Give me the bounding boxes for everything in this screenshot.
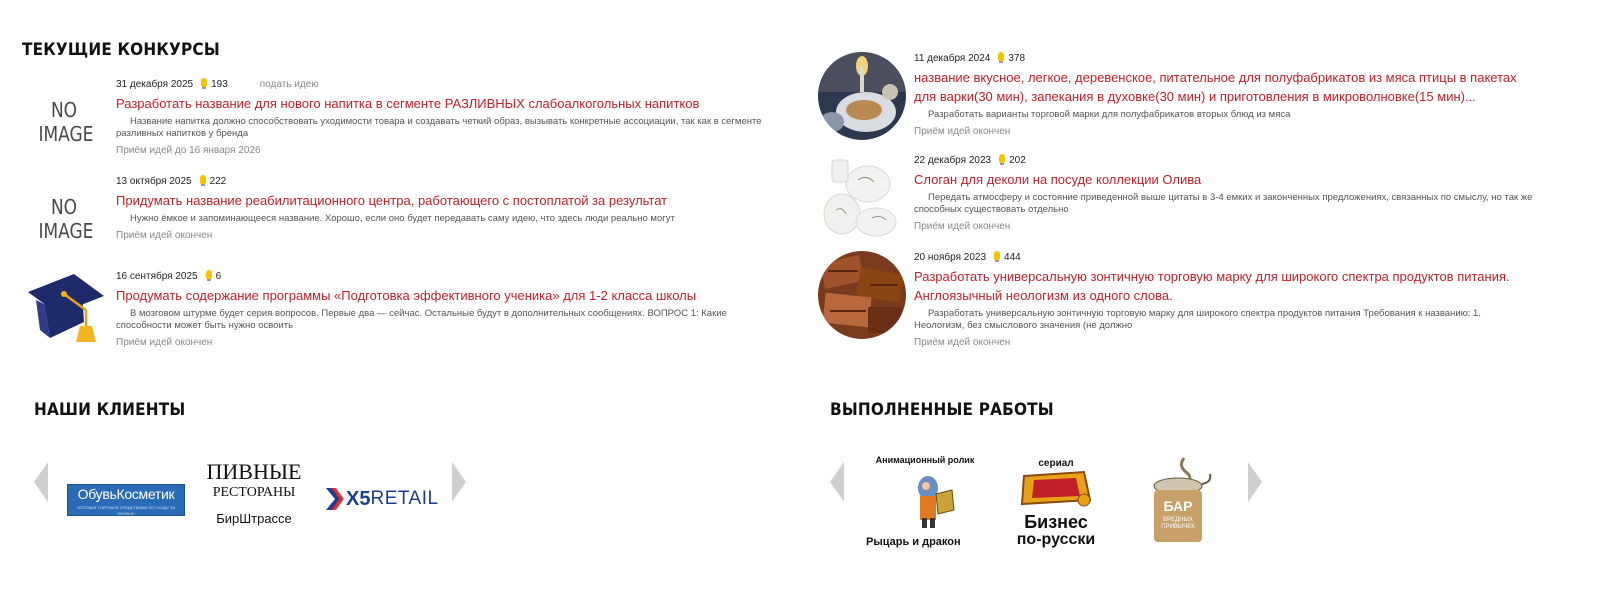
x5-chevron-icon xyxy=(326,488,344,510)
pivnye-line1: ПИВНЫЕ xyxy=(206,459,302,484)
completed-works-title: ВЫПОЛНЕННЫЕ РАБОТЫ xyxy=(830,400,1054,420)
add-idea-link[interactable]: подать идею xyxy=(259,79,319,90)
contest-description: Передать атмосферу и состояние приведенной выше цитаты в 3-4 емких и законченных предложениях, связанных по смыслу, но так же способных существовать отдельно xyxy=(914,192,1533,215)
contest-description: Название напитка должно способствовать уходимости товара и создавать четкий образ, вызывать конкретные ассоциации, так как в сегменте разливных напитков у бренда xyxy=(116,116,762,139)
biznes-line1: сериал xyxy=(1038,458,1074,469)
chocolate-photo-image xyxy=(818,251,906,339)
bar-line2: ВРЕДНЫХ ПРИВЫЧЕК xyxy=(1161,517,1195,530)
contest-title-link[interactable]: Слоган для деколи на посуде коллекции Олива xyxy=(914,172,1202,187)
contest-description: Разработать варианты торговой марки для полуфабрикатов вторых блюд из мяса xyxy=(928,109,1291,120)
food-photo-image xyxy=(818,52,906,140)
contest-title-link[interactable]: название вкусное, легкое, деревенское, питательное для полуфабрикатов из мяса птицы в пакетах для варки(30 мин), запекания в духовке(30 мин) и приготовления в микроволновке(15 мин)... xyxy=(914,70,1517,104)
no-image-thumbnail[interactable] xyxy=(20,78,108,166)
contest-title-link[interactable]: Придумать название реабилитационного центра, работающего с постоплатой за результат xyxy=(116,193,668,208)
lightbulb-icon xyxy=(206,270,212,279)
contest-date: 13 октября 2025 xyxy=(116,176,192,187)
x5-mark: X5 xyxy=(346,487,371,510)
contest-title-link[interactable]: Разработать универсальную зонтичную торговую марку для широкого спектра продуктов питания. Англоязычный неологизм из одного слова. xyxy=(914,269,1510,303)
contest-description: Разработать универсальную зонтичную торговую марку для широкого спектра продуктов питания Требования к названию: 1. Неологизм, без смыслового значения (не должно xyxy=(914,308,1481,331)
bar-vrednyh-privychek-work[interactable] xyxy=(1144,456,1216,546)
obuv-kosmetik-name: ОбувьКосметик xyxy=(77,486,175,502)
knight-cartoon-icon xyxy=(866,466,984,530)
contest-description: В мозговом штурме будет серия вопросов. Первые два — сейчас. Остальные будут в дополнительных сообщениях. ВОПРОС 1: Какие способности может быть нужно освоить xyxy=(116,308,727,331)
contest-status: Приём идей окончен xyxy=(914,221,1011,232)
tableware-photo-image xyxy=(818,154,906,242)
ideas-count: 6 xyxy=(215,271,222,282)
clients-prev-arrow[interactable] xyxy=(34,462,48,502)
contest-meta xyxy=(116,270,766,284)
ideas-count: 202 xyxy=(1009,155,1026,166)
clients-next-arrow[interactable] xyxy=(452,462,466,502)
contest-date: 31 декабря 2025 xyxy=(116,79,194,90)
works-prev-arrow[interactable] xyxy=(830,462,844,502)
graduation-cap-icon xyxy=(20,270,108,358)
chocolate-photo-thumbnail[interactable] xyxy=(818,251,906,339)
current-contests-title: ТЕКУЩИЕ КОНКУРСЫ xyxy=(22,40,220,60)
biznes-line2: Бизнес xyxy=(1024,512,1088,532)
biznes-line3: по-русски xyxy=(1016,531,1096,548)
x5-retail-text: RETAIL xyxy=(370,488,439,509)
obuv-kosmetik-tagline: ОПТОВАЯ ТОРГОВЛЯ СРЕДСТВАМИ ПО УХОДУ ЗА ОБУВЬЮ xyxy=(76,505,176,516)
knight-and-dragon-work[interactable] xyxy=(866,454,984,546)
contest-status: Приём идей до 16 января 2026 xyxy=(116,145,261,156)
ideas-count: 378 xyxy=(1008,53,1026,64)
knight-line2: Рыцарь и дракон xyxy=(866,536,961,548)
contest-status: Приём идей окончен xyxy=(116,337,213,348)
pivnye-line3: БирШтрассе xyxy=(216,511,292,526)
bar-box xyxy=(1154,490,1202,542)
bar-line1: БАР xyxy=(1163,498,1193,514)
contest-meta xyxy=(914,154,1534,168)
contest-date: 11 декабря 2024 xyxy=(914,53,991,64)
contest-date: 16 сентября 2025 xyxy=(116,271,198,282)
x5-retail-logo[interactable] xyxy=(326,486,444,512)
contest-description: Нужно ёмкое и запоминающееся название. Хорошо, если оно будет передавать саму идею, что здесь люди реально могут xyxy=(130,213,675,224)
ideas-count: 193 xyxy=(211,79,228,90)
contest-status: Приём идей окончен xyxy=(914,337,1011,348)
contest-meta xyxy=(116,175,766,189)
graduation-cap-thumbnail[interactable] xyxy=(20,270,108,358)
contest-date: 22 декабря 2023 xyxy=(914,155,992,166)
pivnye-restorany-logo[interactable] xyxy=(200,460,308,536)
lightbulb-icon xyxy=(998,52,1004,61)
contest-meta xyxy=(914,251,1534,265)
lightbulb-icon xyxy=(999,154,1005,163)
ideas-count: 444 xyxy=(1004,252,1021,263)
lightbulb-icon xyxy=(201,78,207,87)
lightbulb-icon xyxy=(994,251,1000,260)
contest-status: Приём идей окончен xyxy=(116,230,213,241)
no-image-placeholder: NO IMAGE xyxy=(27,78,102,166)
contest-meta xyxy=(116,78,766,92)
works-next-arrow[interactable] xyxy=(1248,462,1262,502)
ideas-count: 222 xyxy=(209,176,227,187)
contest-meta xyxy=(914,52,1534,66)
food-photo-thumbnail[interactable] xyxy=(818,52,906,140)
pivnye-line2: РЕСТОРАНЫ xyxy=(212,485,296,500)
our-clients-title: НАШИ КЛИЕНТЫ xyxy=(34,400,186,420)
tableware-photo-thumbnail[interactable] xyxy=(818,154,906,242)
knight-line1: Анимационный ролик xyxy=(875,455,975,465)
biznes-po-russki-work[interactable] xyxy=(1004,458,1108,546)
contest-title-link[interactable]: Разработать название для нового напитка в сегменте РАЗЛИВНЫХ слабоалкогольных напитков xyxy=(116,96,700,111)
no-image-placeholder: NO IMAGE xyxy=(27,175,102,263)
no-image-thumbnail[interactable] xyxy=(20,175,108,263)
contest-title-link[interactable]: Продумать содержание программы «Подготовка эффективного ученика» для 1-2 класса школы xyxy=(116,288,697,303)
biznes-badge-icon xyxy=(1004,470,1108,508)
obuv-kosmetik-logo[interactable] xyxy=(67,484,185,516)
contest-status: Приём идей окончен xyxy=(914,126,1011,137)
contest-date: 20 ноября 2023 xyxy=(914,252,987,263)
lightbulb-icon xyxy=(200,175,206,184)
